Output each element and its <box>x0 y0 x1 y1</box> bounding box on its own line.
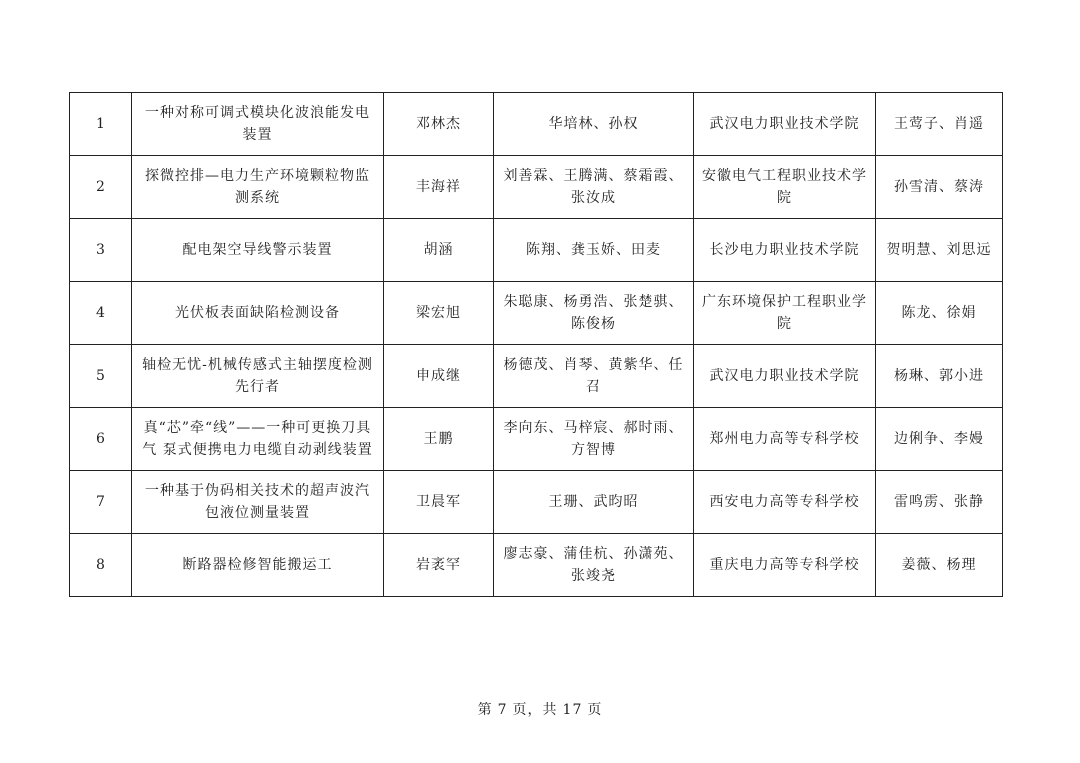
row-number: 2 <box>70 156 132 219</box>
table-row <box>70 408 1003 471</box>
table-row <box>70 93 1003 156</box>
team-members: 李向东、马梓宸、郝时雨、方智博 <box>494 408 694 471</box>
team-members: 杨德茂、肖琴、黄紫华、任召 <box>494 345 694 408</box>
advisors: 陈龙、徐娟 <box>876 282 1003 345</box>
team-leader: 胡涵 <box>384 219 494 282</box>
advisors: 雷鸣雳、张静 <box>876 471 1003 534</box>
row-number: 8 <box>70 534 132 597</box>
school-name: 郑州电力高等专科学校 <box>694 408 876 471</box>
advisors: 杨琳、郭小进 <box>876 345 1003 408</box>
row-number: 1 <box>70 93 132 156</box>
project-name: 一种基于伪码相关技术的超声波汽包液位测量装置 <box>132 471 384 534</box>
page-number: 7 <box>497 702 508 718</box>
project-name: 光伏板表面缺陷检测设备 <box>132 282 384 345</box>
school-name: 重庆电力高等专科学校 <box>694 534 876 597</box>
page-label-middle: 页，共 <box>512 702 558 718</box>
project-name: 断路器检修智能搬运工 <box>132 534 384 597</box>
school-name: 广东环境保护工程职业学院 <box>694 282 876 345</box>
advisors: 姜薇、杨理 <box>876 534 1003 597</box>
project-name: 一种对称可调式模块化波浪能发电装置 <box>132 93 384 156</box>
page-label-prefix: 第 <box>477 702 493 718</box>
row-number: 4 <box>70 282 132 345</box>
table-row <box>70 471 1003 534</box>
team-members: 华培林、孙权 <box>494 93 694 156</box>
team-leader: 丰海祥 <box>384 156 494 219</box>
advisors: 贺明慧、刘思远 <box>876 219 1003 282</box>
table-row <box>70 219 1003 282</box>
team-members: 朱聪康、杨勇浩、张楚骐、陈俊杨 <box>494 282 694 345</box>
row-number: 7 <box>70 471 132 534</box>
team-leader: 申成继 <box>384 345 494 408</box>
team-members: 刘善霖、王腾满、蔡霜霞、张汝成 <box>494 156 694 219</box>
page-label-suffix: 页 <box>587 702 603 718</box>
total-pages: 17 <box>562 702 583 718</box>
page-footer <box>0 699 1080 719</box>
project-name: 真“芯”牵“线”——一种可更换刀具气 泵式便携电力电缆自动剥线装置 <box>132 408 384 471</box>
advisors: 王莺子、肖遥 <box>876 93 1003 156</box>
school-name: 安徽电气工程职业技术学院 <box>694 156 876 219</box>
team-leader: 卫晨军 <box>384 471 494 534</box>
row-number: 5 <box>70 345 132 408</box>
table-row <box>70 156 1003 219</box>
award-table <box>69 92 1003 597</box>
row-number: 6 <box>70 408 132 471</box>
table-row <box>70 282 1003 345</box>
team-leader: 梁宏旭 <box>384 282 494 345</box>
advisors: 孙雪清、蔡涛 <box>876 156 1003 219</box>
team-leader: 王鹏 <box>384 408 494 471</box>
team-members: 廖志豪、蒲佳杭、孙潇苑、张竣尧 <box>494 534 694 597</box>
project-name: 配电架空导线警示装置 <box>132 219 384 282</box>
project-name: 探微控排—电力生产环境颗粒物监测系统 <box>132 156 384 219</box>
team-leader: 岩袤罕 <box>384 534 494 597</box>
team-members: 王珊、武昀昭 <box>494 471 694 534</box>
table-row <box>70 345 1003 408</box>
award-table-body <box>70 93 1003 597</box>
school-name: 武汉电力职业技术学院 <box>694 93 876 156</box>
project-name: 轴检无忧-机械传感式主轴摆度检测先行者 <box>132 345 384 408</box>
school-name: 西安电力高等专科学校 <box>694 471 876 534</box>
school-name: 长沙电力职业技术学院 <box>694 219 876 282</box>
table-row <box>70 534 1003 597</box>
row-number: 3 <box>70 219 132 282</box>
advisors: 边俐争、李嫚 <box>876 408 1003 471</box>
team-leader: 邓林杰 <box>384 93 494 156</box>
award-table-container <box>69 92 1002 597</box>
school-name: 武汉电力职业技术学院 <box>694 345 876 408</box>
team-members: 陈翔、龚玉娇、田麦 <box>494 219 694 282</box>
